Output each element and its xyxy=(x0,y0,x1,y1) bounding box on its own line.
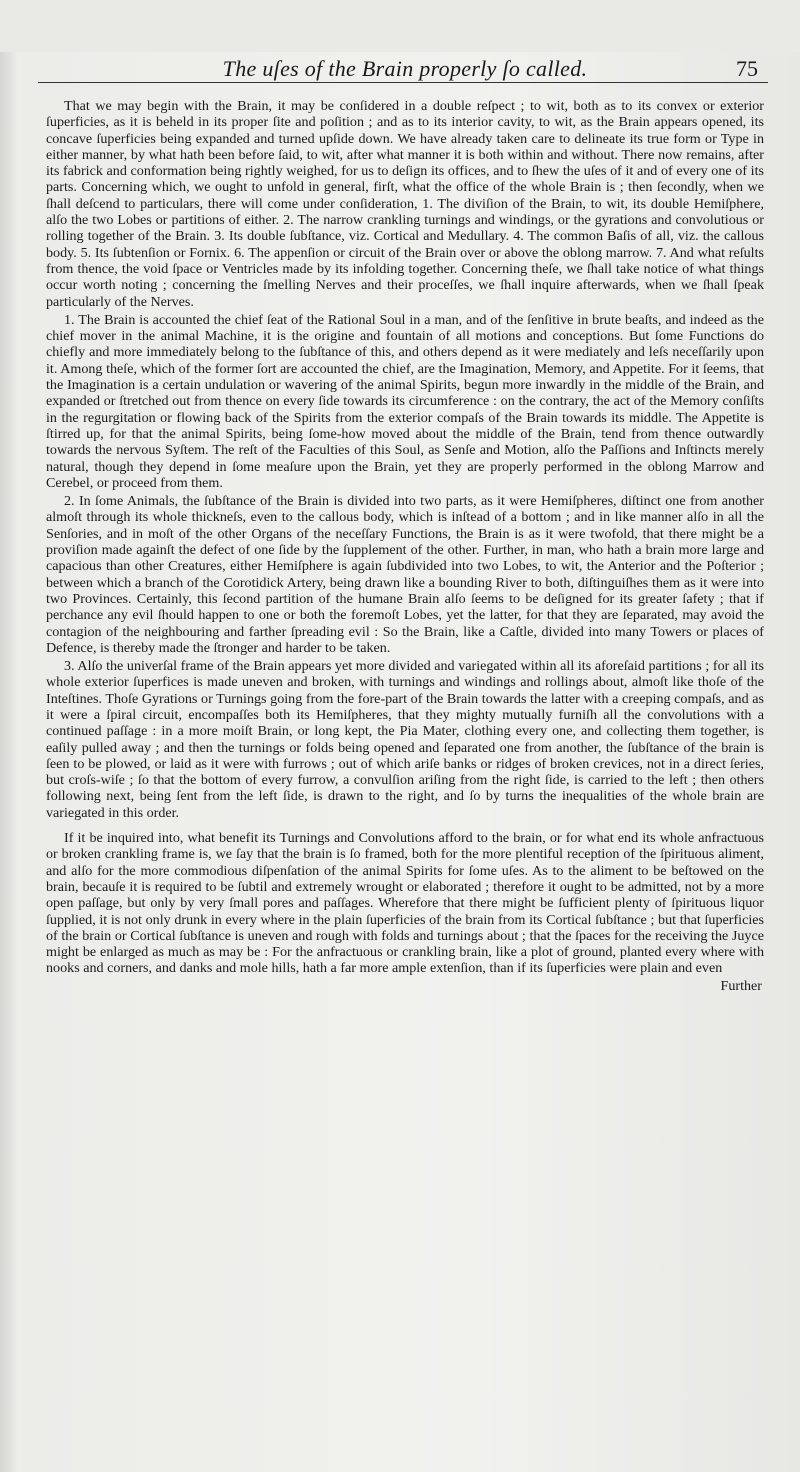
paragraph-2: 2. In ſome Animals, the ſubſtance of the Brain is divided into two parts, as it were Hemiſpheres, diſtinct one from another almoſt through its whole thickneſs, even to the callous body, which is inſtead of a bottom ; and in like manner alſo in all the Senſories, and in moſt of the other Organs of the neceſſary Functions, the Brain is as it were twofold, that there might be a proviſion made againſt the defect of one ſide by the ſupplement of the other. Further, in man, who hath a brain more large and capacious than other Creatures, either Hemiſphere is again ſubdivided into two Lobes, to wit, the Anterior and the Poſterior ; between which a branch of the Corotidick Artery, being drawn like a bounding River to both, diſtinguiſhes them as it were into two Provinces. Certainly, this ſecond partition of the humane Brain alſo ſeems to be deſigned for its greater ſafety ; that if perchance any evil ſhould happen to one or both the foremoſt Lobes, yet the latter, for that they are ſeparated, may avoid the contagion of the neighbouring and farther ſpreading evil : So the Brain, like a Caſtle, divided into many Towers or places of Defence, is thereby made the ſtronger and harder to be taken. xyxy=(46,493,764,656)
body-text xyxy=(46,98,764,977)
running-head xyxy=(46,52,764,98)
paragraph-1: 1. The Brain is accounted the chief ſeat of the Rational Soul in a man, and of the ſenſitive in brute beaſts, and indeed as the chief mover in the animal Machine, it is the origine and fountain of all motions and conceptions. But ſome Functions do chiefly and more immediately belong to the ſubſtance of this, and others depend as it were mediately and leſs neceſſarily upon it. Among theſe, which of the former ſort are accounted the chief, are the Imagination, Memory, and Appetite. For it ſeems, that the Imagination is a certain undulation or wavering of the animal Spirits, begun more inwardly in the middle of the Brain, and expanded or ſtretched out from thence on every ſide towards its circumference : on the contrary, the act of the Memory conſiſts in the regurgitation or flowing back of the Spirits from the exterior compaſs of the Brain towards its middle. The Appetite is ſtirred up, for that the animal Spirits, being ſome-how moved about the middle of the Brain, tend from thence outwardly towards the nervous Syſtem. The reſt of the Faculties of this Soul, as Senſe and Motion, alſo the Paſſions and Inſtincts merely natural, though they depend in ſome meaſure upon the Brain, yet they are properly performed in the oblong Marrow and Cerebel, or proceed from them. xyxy=(46,311,764,491)
paragraph-intro: That we may begin with the Brain, it may be conſidered in a double reſpect ; to wit, both as to its convex or exterior ſuperficies, as it is beheld in its proper ſite and poſition ; and as to its interior cavity, to wit, as the Brain appears opened, its concave ſuperficies being expanded and turned upſide down. We have already taken care to delineate its true form or Type in either manner, by what hath been before ſaid, to wit, after what manner it is both within and without. There now remains, after its fabrick and conformation being rightly weighed, for us to deſign its offices, and to ſhew the uſes of it and of every one of its parts. Concerning which, we ought to unfold in general, firſt, what the office of the whole Brain is ; then ſecondly, when we ſhall deſcend to particulars, there will come under conſideration, 1. The diviſion of the Brain, to wit, its double Hemiſphere, alſo the two Lobes or partitions of either. 2. The narrow crankling turnings and windings, or the gyrations and convolutious or rolling together of the Brain. 3. Its double ſubſtance, viz. Cortical and Medullary. 4. The common Baſis of all, viz. the callous body. 5. Its ſubtenſion or Fornix. 6. The appenſion or circuit of the Brain over or above the oblong marrow. 7. And what reſults from thence, the void ſpace or Ventricles made by its infolding together. Concerning theſe, we ſhall take notice of what things occur worth noting ; concerning the ſmelling Nerves and their proceſſes, we ſhall inquire afterwards, when we ſhall ſpeak particularly of the Nerves. xyxy=(46,98,764,310)
paragraph-4: If it be inquired into, what benefit its Turnings and Convolutions afford to the brain, or for what end its whole anfractuous or broken crankling frame is, we ſay that the brain is ſo framed, both for the more plentiful reception of the ſpirituous aliment, and alſo for the more commodious diſpenſation of the animal Spirits for ſome uſes. As to the aliment to be beſtowed on the brain, becauſe it is required to be ſubtil and extremely wrought or elaborated ; therefore it ought to be admitted, not by a more open paſſage, but only by very ſmall pores and paſſages. Wherefore that there might be ſufficient plenty of ſpirituous liquor ſupplied, it is not only drunk in every where in the plain ſuperficies of the brain from its Cortical ſubſtance ; but that ſuperficies of the brain or Cortical ſubſtance is uneven and rough with folds and turnings about ; that the ſpaces for the receiving the Juyce might be enlarged as much as may be : For the anfractuous or crankling brain, like a plot of ground, planted every where with nooks and corners, and danks and mole hills, hath a far more ample extenſion, than if its ſuperficies were plain and even xyxy=(46,830,764,977)
page-title: The uſes of the Brain properly ſo called. xyxy=(222,56,588,81)
page-number: 75 xyxy=(736,56,758,81)
catchword: Further xyxy=(720,977,762,994)
book-page xyxy=(0,52,800,1472)
paragraph-3: 3. Alſo the univerſal frame of the Brain appears yet more divided and variegated within all its aforeſaid partitions ; for all its whole exterior ſuperfices is made uneven and broken, with turnings and windings and rollings about, almoſt like thoſe of the Inteſtines. Thoſe Gyrations or Turnings going from the fore-part of the Brain towards the latter with a creeping compaſs, and as it were a ſpiral circuit, encompaſſes both its Hemiſpheres, that they mighty mutually furniſh all the convolutions with a continued paſſage : in a more moiſt Brain, or long kept, the Pia Mater, clothing every one, and collecting them together, is eaſily pulled away ; and then the turnings or folds being opened and ſeparated one from another, the ſubſtance of the brain is ſeen to be plowed, or laid as it were with furrows ; out of which ariſe banks or ridges of broken crevices, not in a direct ſeries, but croſs-wiſe ; ſo that the bottom of every furrow, a convulſion ariſing from the right ſide, is carried to the left ; then others following next, being ſent from the left ſide, is drawn to the right, and ſo by turns the inequalities of the whole brain are variegated in this order. xyxy=(46,658,764,821)
header-rule xyxy=(38,82,768,83)
